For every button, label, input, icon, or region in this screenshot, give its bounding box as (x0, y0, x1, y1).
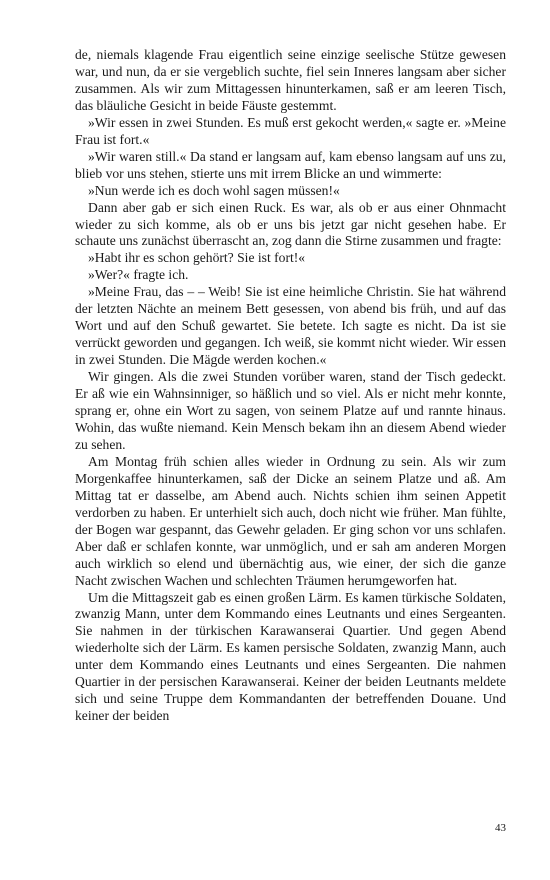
paragraph-11: Um die Mittagszeit gab es einen großen Lärm. Es kamen türkische Soldaten, zwanzig Mann, unter dem Kommando eines Leutnants und eines Sergeanten. Sie nahmen in der türkischen Karawanserai Quartier. Und gegen Abend wiederholte sich der Lärm. Es kamen persische Soldaten, zwanzig Mann, auch unter dem Kommando eines Leutnants und eines Sergeanten. Die nahmen Quartier in der persischen Karawanserai. Keiner der beiden Leutnants meldete sich und seine Truppe dem Kommandanten der betreffenden Douane. Und keiner der beiden (75, 589, 506, 724)
paragraph-6: »Habt ihr es schon gehört? Sie ist fort!« (88, 250, 306, 266)
paragraph-1: de, niemals klagende Frau eigentlich seine einzige seelische Stütze gewesen war, und nun, da er sie vergeblich suchte, fiel sein Inneres langsam aber sicher zusammen. Als wir zum Mittagessen hinunterkamen, saß er am leeren Tisch, das bläuliche Gesicht in beide Fäuste gestemmt. (75, 47, 506, 113)
paragraph-7: »Wer?« fragte ich. (88, 267, 189, 283)
page-number: 43 (495, 822, 506, 834)
paragraph-2: »Wir essen in zwei Stunden. Es muß erst gekocht werden,« sagte er. »Meine Frau ist fort.« (75, 114, 506, 147)
paragraph-10: Am Montag früh schien alles wieder in Ordnung zu sein. Als wir zum Morgenkaffee hinunterkamen, saß der Dicke an seinem Platze und aß. Am Mittag tat er dasselbe, am Abend auch. Nichts schien ihm seinen Appetit verdorben zu haben. Er unterhielt sich auch, doch nicht wie früher. Man fühlte, der Bogen war gespannt, das Gewehr geladen. Er ging schon vor uns schlafen. Aber daß er schlafen konnte, war unmöglich, und er sah am anderen Morgen auch wirklich so elend und übernächtig aus, wie einer, der sich die ganze Nacht zwischen Wachen und schlechten Träumen herumgeworfen hat. (75, 453, 506, 588)
paragraph-5: Dann aber gab er sich einen Ruck. Es war, als ob er aus einer Ohnmacht wieder zu sich komme, als ob er uns bis jetzt gar nicht gesehen habe. Er schaute uns zunächst überrascht an, zog dann die Stirne zusammen und fragte: (75, 199, 506, 249)
paragraph-4: »Nun werde ich es doch wohl sagen müssen!« (88, 182, 340, 198)
paragraph-8: »Meine Frau, das – – Weib! Sie ist eine heimliche Christin. Sie hat während der letzten Nächte an meinem Bett gesessen, von abend bis früh, und auf das Wort und auf den Schuß gewartet. Sie betete. Ich sagte es nicht. Da ist sie verrückt geworden und gegangen. Ich weiß, sie kommt nicht wieder. Wir essen in zwei Stunden. Die Mägde werden kochen.« (75, 284, 506, 368)
page-text (75, 47, 506, 725)
paragraph-3: »Wir waren still.« Da stand er langsam auf, kam ebenso langsam auf uns zu, blieb vor uns stehen, stierte uns mit irrem Blicke an und wimmerte: (75, 148, 506, 181)
paragraph-9: Wir gingen. Als die zwei Stunden vorüber waren, stand der Tisch gedeckt. Er aß wie ein Wahnsinniger, so häßlich und so viel. Als er nicht mehr konnte, sprang er, ohne ein Wort zu sagen, von seinem Platze auf und rannte hinaus. Wohin, das wußte niemand. Kein Mensch bekam ihn an diesem Abend wieder zu sehen. (75, 369, 506, 452)
